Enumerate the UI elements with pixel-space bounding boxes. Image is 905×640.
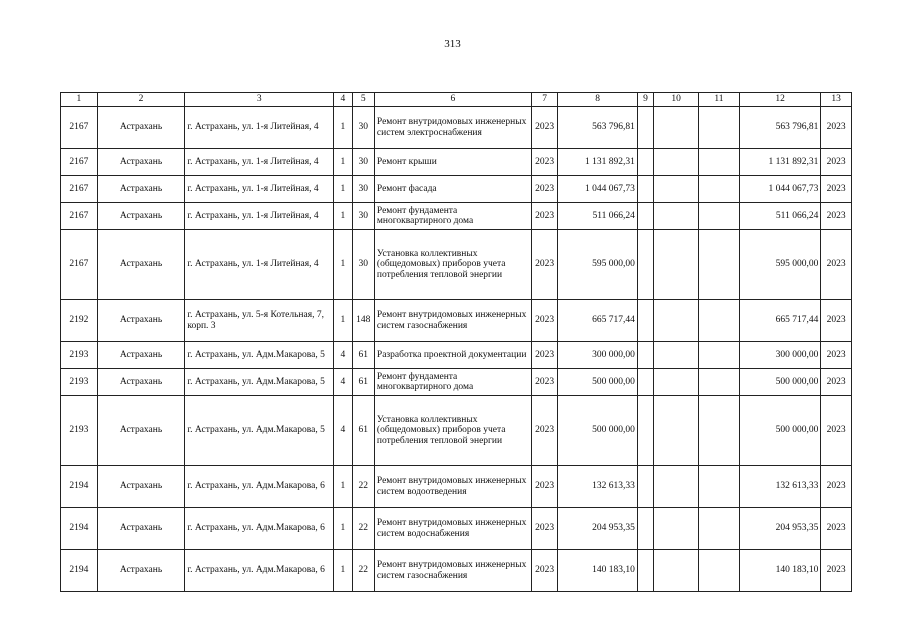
column-number-row — [61, 93, 852, 107]
cell-year-done: 2023 — [821, 107, 852, 149]
cell-col-10 — [654, 508, 699, 550]
cell-year-done: 2023 — [821, 230, 852, 300]
cell-col-9 — [637, 369, 653, 396]
cell-col-10 — [654, 466, 699, 508]
cell-col-10 — [654, 107, 699, 149]
cell-amount-total: 665 717,44 — [558, 300, 638, 342]
cell-year-plan: 2023 — [531, 203, 558, 230]
cell-row-id: 2193 — [61, 396, 98, 466]
column-header: 3 — [185, 93, 334, 107]
cell-amount-total: 500 000,00 — [558, 369, 638, 396]
cell-amount-budget: 140 183,10 — [739, 550, 821, 592]
cell-amount-total: 595 000,00 — [558, 230, 638, 300]
cell-row-id: 2167 — [61, 149, 98, 176]
cell-year-plan: 2023 — [531, 342, 558, 369]
cell-col-9 — [637, 300, 653, 342]
cell-col-10 — [654, 176, 699, 203]
column-header: 11 — [699, 93, 740, 107]
cell-year-plan: 2023 — [531, 176, 558, 203]
cell-work-type: Ремонт внутридомовых инженерных систем газоснабжения — [374, 300, 531, 342]
cell-amount-total: 563 796,81 — [558, 107, 638, 149]
cell-year-plan: 2023 — [531, 396, 558, 466]
column-header: 4 — [334, 93, 352, 107]
column-header: 9 — [637, 93, 653, 107]
cell-city: Астрахань — [97, 369, 185, 396]
cell-amount-total: 1 044 067,73 — [558, 176, 638, 203]
table-row — [61, 396, 852, 466]
cell-city: Астрахань — [97, 396, 185, 466]
cell-year-plan: 2023 — [531, 107, 558, 149]
cell-amount-total: 1 131 892,31 — [558, 149, 638, 176]
cell-col-9 — [637, 203, 653, 230]
cell-city: Астрахань — [97, 508, 185, 550]
cell-city: Астрахань — [97, 300, 185, 342]
cell-year-done: 2023 — [821, 300, 852, 342]
cell-amount-total: 204 953,35 — [558, 508, 638, 550]
column-header: 7 — [531, 93, 558, 107]
column-header: 13 — [821, 93, 852, 107]
cell-col-11 — [699, 176, 740, 203]
cell-col-9 — [637, 230, 653, 300]
cell-address: г. Астрахань, ул. 1-я Литейная, 4 — [185, 107, 334, 149]
cell-col-5: 30 — [352, 230, 374, 300]
cell-col-4: 4 — [334, 396, 352, 466]
table-row — [61, 466, 852, 508]
cell-col-4: 1 — [334, 550, 352, 592]
cell-address: г. Астрахань, ул. Адм.Макарова, 6 — [185, 508, 334, 550]
cell-col-9 — [637, 508, 653, 550]
table-row — [61, 342, 852, 369]
cell-address: г. Астрахань, ул. 1-я Литейная, 4 — [185, 230, 334, 300]
cell-amount-budget: 300 000,00 — [739, 342, 821, 369]
cell-year-done: 2023 — [821, 176, 852, 203]
cell-work-type: Ремонт внутридомовых инженерных систем электроснабжения — [374, 107, 531, 149]
cell-col-5: 30 — [352, 107, 374, 149]
cell-amount-budget: 204 953,35 — [739, 508, 821, 550]
cell-year-done: 2023 — [821, 369, 852, 396]
cell-year-plan: 2023 — [531, 508, 558, 550]
cell-col-10 — [654, 203, 699, 230]
cell-col-5: 30 — [352, 203, 374, 230]
cell-col-5: 22 — [352, 550, 374, 592]
cell-col-4: 1 — [334, 508, 352, 550]
cell-year-done: 2023 — [821, 508, 852, 550]
cell-col-9 — [637, 466, 653, 508]
cell-amount-budget: 665 717,44 — [739, 300, 821, 342]
table-row — [61, 203, 852, 230]
cell-col-10 — [654, 149, 699, 176]
cell-row-id: 2167 — [61, 176, 98, 203]
cell-amount-total: 500 000,00 — [558, 396, 638, 466]
cell-col-5: 30 — [352, 176, 374, 203]
table-row — [61, 176, 852, 203]
cell-col-9 — [637, 396, 653, 466]
cell-address: г. Астрахань, ул. 1-я Литейная, 4 — [185, 203, 334, 230]
cell-col-11 — [699, 300, 740, 342]
cell-year-plan: 2023 — [531, 369, 558, 396]
cell-col-11 — [699, 342, 740, 369]
cell-amount-budget: 563 796,81 — [739, 107, 821, 149]
cell-amount-budget: 500 000,00 — [739, 369, 821, 396]
cell-work-type: Ремонт крыши — [374, 149, 531, 176]
cell-col-11 — [699, 149, 740, 176]
cell-address: г. Астрахань, ул. Адм.Макарова, 6 — [185, 550, 334, 592]
cell-year-done: 2023 — [821, 396, 852, 466]
cell-work-type: Разработка проектной документации — [374, 342, 531, 369]
cell-amount-budget: 500 000,00 — [739, 396, 821, 466]
cell-amount-budget: 132 613,33 — [739, 466, 821, 508]
cell-col-10 — [654, 342, 699, 369]
cell-col-11 — [699, 230, 740, 300]
cell-col-5: 148 — [352, 300, 374, 342]
cell-work-type: Ремонт внутридомовых инженерных систем водоснабжения — [374, 508, 531, 550]
table-row — [61, 149, 852, 176]
cell-col-4: 4 — [334, 342, 352, 369]
column-header: 10 — [654, 93, 699, 107]
cell-col-9 — [637, 149, 653, 176]
cell-row-id: 2167 — [61, 107, 98, 149]
cell-row-id: 2193 — [61, 369, 98, 396]
cell-work-type: Установка коллективных (общедомовых) приборов учета потребления тепловой энергии — [374, 396, 531, 466]
cell-row-id: 2194 — [61, 550, 98, 592]
cell-work-type: Ремонт фундамента многоквартирного дома — [374, 203, 531, 230]
cell-col-11 — [699, 107, 740, 149]
cell-col-4: 1 — [334, 149, 352, 176]
cell-col-9 — [637, 342, 653, 369]
cell-city: Астрахань — [97, 107, 185, 149]
cell-row-id: 2192 — [61, 300, 98, 342]
cell-work-type: Ремонт внутридомовых инженерных систем газоснабжения — [374, 550, 531, 592]
cell-col-5: 22 — [352, 466, 374, 508]
cell-year-plan: 2023 — [531, 550, 558, 592]
column-header: 6 — [374, 93, 531, 107]
cell-work-type: Ремонт внутридомовых инженерных систем водоотведения — [374, 466, 531, 508]
cell-address: г. Астрахань, ул. Адм.Макарова, 5 — [185, 342, 334, 369]
cell-col-5: 30 — [352, 149, 374, 176]
cell-amount-budget: 595 000,00 — [739, 230, 821, 300]
cell-col-10 — [654, 230, 699, 300]
cell-col-4: 1 — [334, 176, 352, 203]
cell-work-type: Установка коллективных (общедомовых) приборов учета потребления тепловой энергии — [374, 230, 531, 300]
cell-city: Астрахань — [97, 176, 185, 203]
cell-address: г. Астрахань, ул. Адм.Макарова, 5 — [185, 369, 334, 396]
table-row — [61, 107, 852, 149]
cell-address: г. Астрахань, ул. Адм.Макарова, 6 — [185, 466, 334, 508]
cell-col-5: 61 — [352, 342, 374, 369]
column-header: 12 — [739, 93, 821, 107]
cell-col-9 — [637, 550, 653, 592]
column-header: 2 — [97, 93, 185, 107]
column-header: 5 — [352, 93, 374, 107]
cell-col-4: 1 — [334, 230, 352, 300]
cell-year-plan: 2023 — [531, 230, 558, 300]
cell-col-4: 1 — [334, 466, 352, 508]
cell-year-done: 2023 — [821, 342, 852, 369]
cell-year-done: 2023 — [821, 550, 852, 592]
cell-amount-total: 132 613,33 — [558, 466, 638, 508]
cell-address: г. Астрахань, ул. Адм.Макарова, 5 — [185, 396, 334, 466]
cell-amount-budget: 1 131 892,31 — [739, 149, 821, 176]
cell-col-9 — [637, 107, 653, 149]
cell-row-id: 2193 — [61, 342, 98, 369]
cell-row-id: 2194 — [61, 466, 98, 508]
cell-address: г. Астрахань, ул. 1-я Литейная, 4 — [185, 176, 334, 203]
cell-col-10 — [654, 300, 699, 342]
table-row — [61, 230, 852, 300]
cell-amount-total: 140 183,10 — [558, 550, 638, 592]
table-row — [61, 369, 852, 396]
cell-col-9 — [637, 176, 653, 203]
cell-col-4: 1 — [334, 203, 352, 230]
cell-col-11 — [699, 203, 740, 230]
register-table — [60, 92, 852, 592]
column-header: 1 — [61, 93, 98, 107]
cell-city: Астрахань — [97, 149, 185, 176]
cell-col-11 — [699, 369, 740, 396]
table-row — [61, 550, 852, 592]
cell-amount-budget: 1 044 067,73 — [739, 176, 821, 203]
cell-col-5: 61 — [352, 396, 374, 466]
cell-city: Астрахань — [97, 342, 185, 369]
cell-col-5: 22 — [352, 508, 374, 550]
column-header: 8 — [558, 93, 638, 107]
cell-city: Астрахань — [97, 466, 185, 508]
cell-col-10 — [654, 550, 699, 592]
page-number: 313 — [444, 38, 461, 50]
cell-year-done: 2023 — [821, 466, 852, 508]
cell-work-type: Ремонт фасада — [374, 176, 531, 203]
cell-year-done: 2023 — [821, 203, 852, 230]
cell-address: г. Астрахань, ул. 5-я Котельная, 7, корп. 3 — [185, 300, 334, 342]
cell-col-11 — [699, 550, 740, 592]
cell-col-4: 1 — [334, 107, 352, 149]
cell-amount-total: 511 066,24 — [558, 203, 638, 230]
cell-row-id: 2167 — [61, 203, 98, 230]
table-row — [61, 508, 852, 550]
cell-city: Астрахань — [97, 203, 185, 230]
cell-col-4: 1 — [334, 300, 352, 342]
cell-year-plan: 2023 — [531, 466, 558, 508]
table-row — [61, 300, 852, 342]
cell-year-plan: 2023 — [531, 149, 558, 176]
cell-address: г. Астрахань, ул. 1-я Литейная, 4 — [185, 149, 334, 176]
cell-col-10 — [654, 396, 699, 466]
cell-year-plan: 2023 — [531, 300, 558, 342]
cell-col-10 — [654, 369, 699, 396]
cell-col-11 — [699, 396, 740, 466]
cell-row-id: 2167 — [61, 230, 98, 300]
cell-amount-total: 300 000,00 — [558, 342, 638, 369]
cell-year-done: 2023 — [821, 149, 852, 176]
cell-col-11 — [699, 466, 740, 508]
cell-col-11 — [699, 508, 740, 550]
cell-city: Астрахань — [97, 230, 185, 300]
cell-work-type: Ремонт фундамента многоквартирного дома — [374, 369, 531, 396]
cell-city: Астрахань — [97, 550, 185, 592]
cell-row-id: 2194 — [61, 508, 98, 550]
cell-col-5: 61 — [352, 369, 374, 396]
cell-amount-budget: 511 066,24 — [739, 203, 821, 230]
cell-col-4: 4 — [334, 369, 352, 396]
